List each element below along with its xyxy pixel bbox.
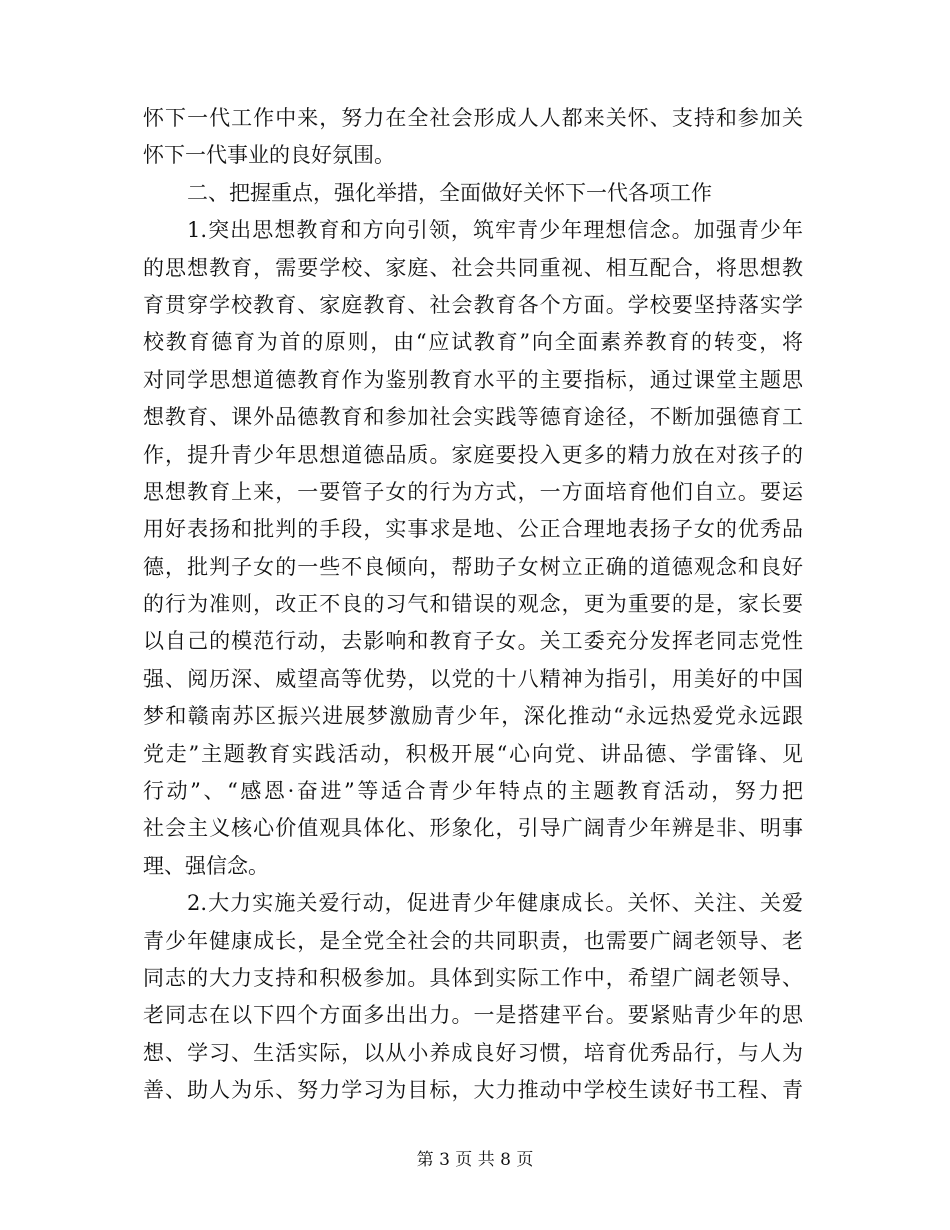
text-line: 育贯穿学校教育、家庭教育、社会教育各个方面。学校要坚持落实学 bbox=[143, 292, 803, 317]
text-line: 德，批判子女的一些不良倾向，帮助子女树立正确的道德观念和良好 bbox=[143, 554, 803, 579]
text-line: 的思想教育，需要学校、家庭、社会共同重视、相互配合，将思想教 bbox=[143, 255, 803, 280]
text-line: 二、把握重点，强化举措，全面做好关怀下一代各项工作 bbox=[187, 180, 712, 205]
text-line: 对同学思想道德教育作为鉴别教育水平的主要指标，通过课堂主题思 bbox=[143, 367, 803, 392]
text-line: 党走”主题教育实践活动，积极开展“心向党、讲品德、学雷锋、见 bbox=[143, 741, 803, 766]
text-line: 怀下一代事业的良好氛围。 bbox=[143, 143, 395, 168]
text-line: 2.大力实施关爱行动，促进青少年健康成长。关怀、关注、关爱 bbox=[187, 891, 803, 916]
text-line: 校教育德育为首的原则，由“应试教育”向全面素养教育的转变，将 bbox=[143, 330, 803, 355]
text-line: 同志的大力支持和积极参加。具体到实际工作中，希望广阔老领导、 bbox=[143, 965, 803, 990]
text-line: 行动”、“感恩·奋进”等适合青少年特点的主题教育活动，努力把 bbox=[143, 779, 803, 804]
text-line: 老同志在以下四个方面多出出力。一是搭建平台。要紧贴青少年的思 bbox=[143, 1003, 803, 1028]
text-line: 思想教育上来，一要管子女的行为方式，一方面培育他们自立。要运 bbox=[143, 479, 803, 504]
text-line: 强、阅历深、威望高等优势，以党的十八精神为指引，用美好的中国 bbox=[143, 666, 803, 691]
text-line: 梦和赣南苏区振兴进展梦激励青少年，深化推动“永远热爱党永远跟 bbox=[143, 704, 803, 729]
page-footer: 第 3 页 共 8 页 bbox=[416, 1150, 534, 1170]
text-line: 以自己的模范行动，去影响和教育子女。关工委充分发挥老同志党性 bbox=[143, 629, 803, 654]
text-line: 青少年健康成长，是全党全社会的共同职责，也需要广阔老领导、老 bbox=[143, 928, 803, 953]
text-line: 社会主义核心价值观具体化、形象化，引导广阔青少年辨是非、明事 bbox=[143, 816, 803, 841]
text-line: 怀下一代工作中来，努力在全社会形成人人都来关怀、支持和参加关 bbox=[143, 106, 803, 130]
text-line: 用好表扬和批判的手段，实事求是地、公正合理地表扬子女的优秀品 bbox=[143, 517, 803, 542]
text-line: 想、学习、生活实际，以从小养成良好习惯，培育优秀品行，与人为 bbox=[143, 1040, 803, 1065]
document-body bbox=[143, 100, 803, 1110]
text-line: 作，提升青少年思想道德品质。家庭要投入更多的精力放在对孩子的 bbox=[143, 442, 803, 467]
text-line: 想教育、课外品德教育和参加社会实践等德育途径，不断加强德育工 bbox=[143, 405, 803, 430]
text-line: 1.突出思想教育和方向引领，筑牢青少年理想信念。加强青少年 bbox=[187, 218, 803, 243]
text-line: 理、强信念。 bbox=[143, 853, 269, 878]
text-line: 善、助人为乐、努力学习为目标，大力推动中学校生读好书工程、青 bbox=[143, 1078, 803, 1103]
text-line: 的行为准则，改正不良的习气和错误的观念，更为重要的是，家长要 bbox=[143, 592, 803, 617]
